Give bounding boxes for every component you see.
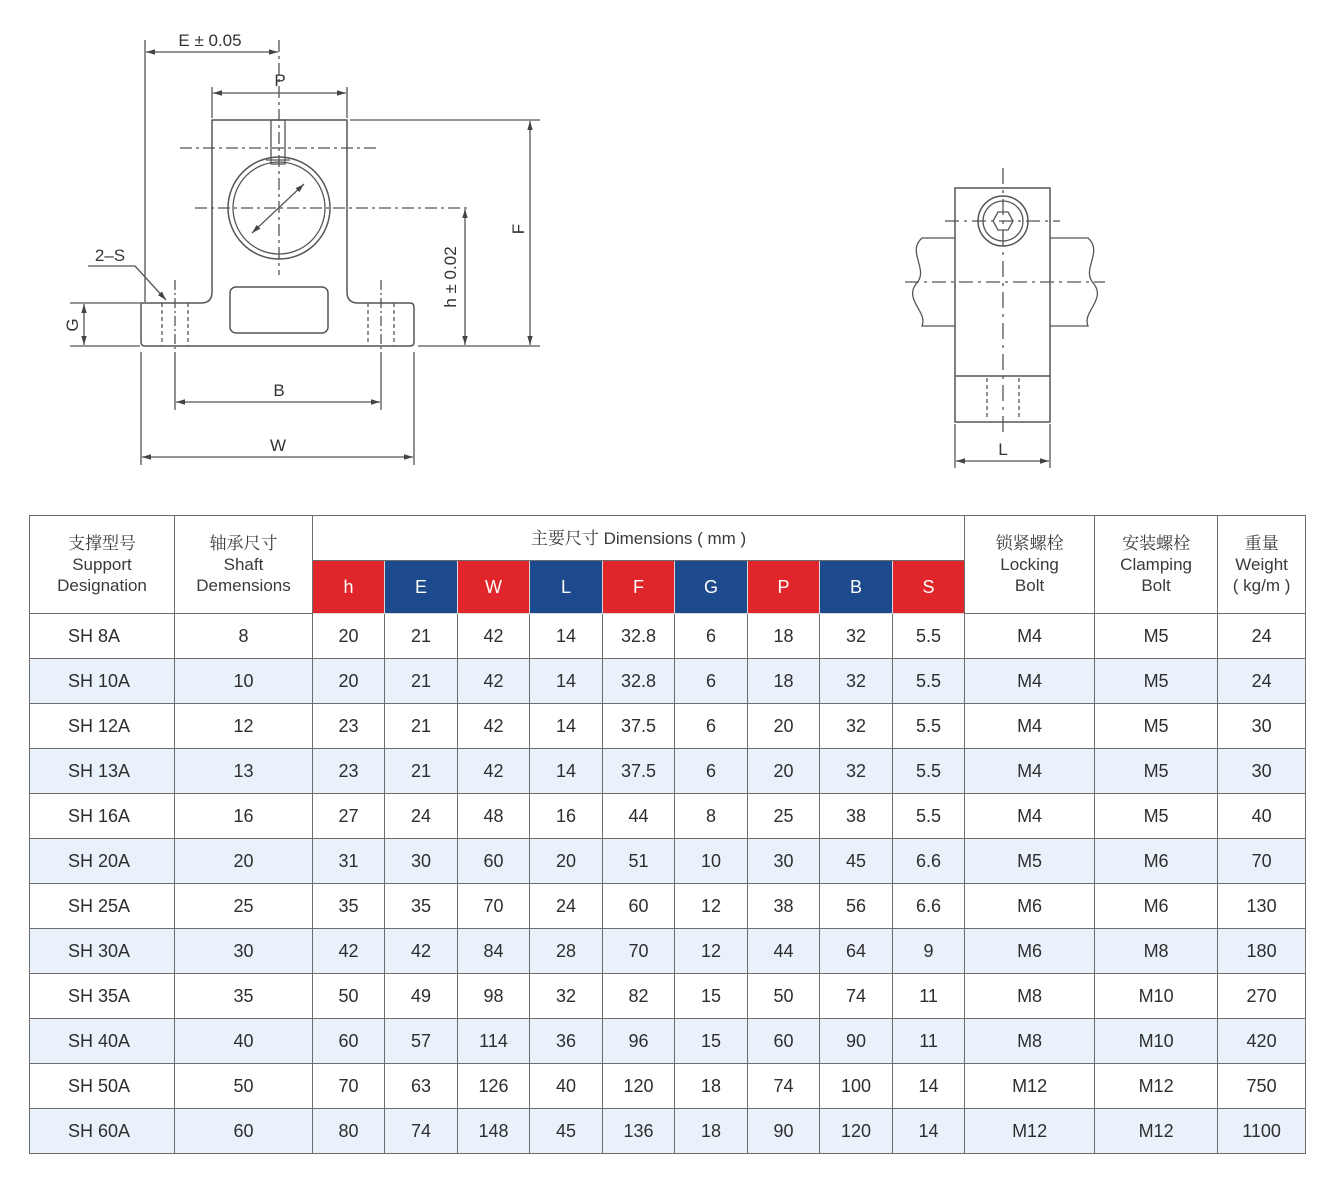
table-cell: 82 bbox=[603, 974, 675, 1019]
table-row bbox=[30, 884, 1306, 929]
table-cell: 12 bbox=[175, 704, 313, 749]
table-cell: 6 bbox=[675, 704, 748, 749]
table-cell: 50 bbox=[748, 974, 820, 1019]
table-cell: 38 bbox=[748, 884, 820, 929]
table-cell: 21 bbox=[385, 704, 458, 749]
table-cell: 12 bbox=[675, 884, 748, 929]
table-cell: 42 bbox=[458, 614, 530, 659]
label-p: P bbox=[274, 71, 286, 90]
header-dim-p: P bbox=[748, 561, 820, 614]
table-cell: 70 bbox=[458, 884, 530, 929]
table-cell: M12 bbox=[1095, 1109, 1218, 1154]
header-dim-l: L bbox=[530, 561, 603, 614]
label-g: G bbox=[63, 318, 82, 332]
table-cell: 74 bbox=[748, 1064, 820, 1109]
table-cell: 42 bbox=[458, 749, 530, 794]
side-view bbox=[905, 168, 1105, 468]
table-cell: 40 bbox=[1218, 794, 1306, 839]
table-cell: 35 bbox=[385, 884, 458, 929]
table-cell: 30 bbox=[175, 929, 313, 974]
table-cell: 70 bbox=[603, 929, 675, 974]
table-cell: 100 bbox=[820, 1064, 893, 1109]
table-cell: 90 bbox=[820, 1019, 893, 1064]
label-w: W bbox=[269, 436, 287, 455]
table-cell: 8 bbox=[175, 614, 313, 659]
table-cell: 114 bbox=[458, 1019, 530, 1064]
table-cell: M4 bbox=[965, 749, 1095, 794]
table-cell: 16 bbox=[530, 794, 603, 839]
table-cell: 136 bbox=[603, 1109, 675, 1154]
table-cell: 30 bbox=[1218, 704, 1306, 749]
table-cell: 32 bbox=[820, 659, 893, 704]
table-cell: 63 bbox=[385, 1064, 458, 1109]
table-cell: 13 bbox=[175, 749, 313, 794]
table-cell: 45 bbox=[530, 1109, 603, 1154]
table-cell: M12 bbox=[1095, 1064, 1218, 1109]
front-view-outline bbox=[141, 120, 414, 346]
specification-table bbox=[29, 515, 1306, 1154]
table-cell: 21 bbox=[385, 614, 458, 659]
table-cell: 50 bbox=[175, 1064, 313, 1109]
table-cell: 60 bbox=[313, 1019, 385, 1064]
table-cell: 40 bbox=[530, 1064, 603, 1109]
table-cell: 18 bbox=[748, 614, 820, 659]
table-cell: M5 bbox=[1095, 704, 1218, 749]
table-cell: 6.6 bbox=[893, 884, 965, 929]
header-dim-e: E bbox=[385, 561, 458, 614]
front-view-labels bbox=[63, 31, 528, 455]
table-row bbox=[30, 929, 1306, 974]
table-cell: M5 bbox=[1095, 794, 1218, 839]
table-cell: 28 bbox=[530, 929, 603, 974]
table-cell: 90 bbox=[748, 1109, 820, 1154]
table-cell: 10 bbox=[675, 839, 748, 884]
table-cell: 18 bbox=[675, 1064, 748, 1109]
table-cell: 30 bbox=[385, 839, 458, 884]
table-cell-designation: SH 25A bbox=[30, 884, 175, 929]
table-cell: 24 bbox=[530, 884, 603, 929]
table-cell: 30 bbox=[748, 839, 820, 884]
table-cell: 21 bbox=[385, 749, 458, 794]
table-row bbox=[30, 659, 1306, 704]
table-cell: 120 bbox=[603, 1064, 675, 1109]
table-cell: 50 bbox=[313, 974, 385, 1019]
table-cell: 32 bbox=[820, 749, 893, 794]
table-cell: 40 bbox=[175, 1019, 313, 1064]
table-cell: M10 bbox=[1095, 1019, 1218, 1064]
table-cell: 14 bbox=[893, 1109, 965, 1154]
table-row bbox=[30, 974, 1306, 1019]
table-cell: 14 bbox=[530, 659, 603, 704]
table-cell: 45 bbox=[820, 839, 893, 884]
table-cell: 15 bbox=[675, 1019, 748, 1064]
table-cell: 20 bbox=[748, 704, 820, 749]
table-cell: 25 bbox=[175, 884, 313, 929]
table-cell: M8 bbox=[1095, 929, 1218, 974]
table-cell: 23 bbox=[313, 749, 385, 794]
table-cell: 14 bbox=[530, 749, 603, 794]
table-cell: M8 bbox=[965, 974, 1095, 1019]
label-e: E ± 0.05 bbox=[178, 31, 242, 50]
table-cell-designation: SH 50A bbox=[30, 1064, 175, 1109]
table-cell: M5 bbox=[1095, 749, 1218, 794]
table-row bbox=[30, 1109, 1306, 1154]
table-cell: 12 bbox=[675, 929, 748, 974]
header-dim-h: h bbox=[313, 561, 385, 614]
table-cell: 32 bbox=[820, 704, 893, 749]
table-cell: M5 bbox=[965, 839, 1095, 884]
header-dim-s: S bbox=[893, 561, 965, 614]
table-cell: 18 bbox=[675, 1109, 748, 1154]
table-row bbox=[30, 749, 1306, 794]
table-cell: 120 bbox=[820, 1109, 893, 1154]
header-dim-f: F bbox=[603, 561, 675, 614]
table-cell: 32 bbox=[530, 974, 603, 1019]
table-cell: M10 bbox=[1095, 974, 1218, 1019]
table-cell: 32 bbox=[820, 614, 893, 659]
table-cell: 20 bbox=[175, 839, 313, 884]
table-cell: 74 bbox=[820, 974, 893, 1019]
table-cell: 126 bbox=[458, 1064, 530, 1109]
table-cell: M4 bbox=[965, 704, 1095, 749]
table-cell: 42 bbox=[458, 704, 530, 749]
table-cell: 5.5 bbox=[893, 794, 965, 839]
header-dim-g: G bbox=[675, 561, 748, 614]
specification-table-body bbox=[30, 614, 1306, 1154]
table-cell: 270 bbox=[1218, 974, 1306, 1019]
table-cell: 5.5 bbox=[893, 704, 965, 749]
table-cell: 36 bbox=[530, 1019, 603, 1064]
table-cell-designation: SH 20A bbox=[30, 839, 175, 884]
table-cell: 14 bbox=[530, 614, 603, 659]
table-cell: M12 bbox=[965, 1064, 1095, 1109]
table-cell: 6 bbox=[675, 614, 748, 659]
header-weight: 重量 Weight ( kg/m ) bbox=[1218, 516, 1306, 614]
table-cell: 32.8 bbox=[603, 659, 675, 704]
table-cell-designation: SH 35A bbox=[30, 974, 175, 1019]
table-cell: 44 bbox=[748, 929, 820, 974]
table-cell: 6 bbox=[675, 749, 748, 794]
table-cell: 14 bbox=[530, 704, 603, 749]
table-cell: 5.5 bbox=[893, 659, 965, 704]
table-cell: 148 bbox=[458, 1109, 530, 1154]
table-cell: 60 bbox=[175, 1109, 313, 1154]
table-cell: 56 bbox=[820, 884, 893, 929]
table-cell: M12 bbox=[965, 1109, 1095, 1154]
table-cell: 6 bbox=[675, 659, 748, 704]
mounting-window bbox=[230, 287, 328, 333]
table-cell: 37.5 bbox=[603, 704, 675, 749]
table-row bbox=[30, 839, 1306, 884]
table-cell: 70 bbox=[1218, 839, 1306, 884]
table-cell-designation: SH 13A bbox=[30, 749, 175, 794]
table-cell: 48 bbox=[458, 794, 530, 839]
table-cell: 24 bbox=[1218, 659, 1306, 704]
table-cell: M4 bbox=[965, 614, 1095, 659]
table-cell: 49 bbox=[385, 974, 458, 1019]
table-cell: 8 bbox=[675, 794, 748, 839]
header-dimensions: 主要尺寸 Dimensions ( mm ) bbox=[313, 516, 965, 561]
front-view bbox=[70, 40, 540, 465]
table-cell: 130 bbox=[1218, 884, 1306, 929]
table-cell: M4 bbox=[965, 659, 1095, 704]
table-cell: 5.5 bbox=[893, 614, 965, 659]
table-cell: 20 bbox=[313, 614, 385, 659]
table-cell: 21 bbox=[385, 659, 458, 704]
table-cell-designation: SH 8A bbox=[30, 614, 175, 659]
table-cell: 84 bbox=[458, 929, 530, 974]
table-cell: 24 bbox=[385, 794, 458, 839]
header-dim-b: B bbox=[820, 561, 893, 614]
header-shaft: 轴承尺寸 Shaft Demensions bbox=[175, 516, 313, 614]
table-cell: 98 bbox=[458, 974, 530, 1019]
table-cell: 27 bbox=[313, 794, 385, 839]
table-cell: 64 bbox=[820, 929, 893, 974]
table-cell: M6 bbox=[1095, 839, 1218, 884]
table-cell-designation: SH 30A bbox=[30, 929, 175, 974]
table-cell: 37.5 bbox=[603, 749, 675, 794]
table-cell-designation: SH 10A bbox=[30, 659, 175, 704]
table-cell: 9 bbox=[893, 929, 965, 974]
table-cell: 35 bbox=[313, 884, 385, 929]
table-cell: M5 bbox=[1095, 659, 1218, 704]
header-dim-w: W bbox=[458, 561, 530, 614]
table-cell: 42 bbox=[385, 929, 458, 974]
label-l: L bbox=[998, 440, 1008, 459]
table-row bbox=[30, 1064, 1306, 1109]
table-cell: M8 bbox=[965, 1019, 1095, 1064]
table-cell-designation: SH 16A bbox=[30, 794, 175, 839]
table-cell: 20 bbox=[313, 659, 385, 704]
table-cell: 16 bbox=[175, 794, 313, 839]
header-clamping-bolt: 安装螺栓 Clamping Bolt bbox=[1095, 516, 1218, 614]
table-cell: 96 bbox=[603, 1019, 675, 1064]
table-row bbox=[30, 614, 1306, 659]
table-cell: 74 bbox=[385, 1109, 458, 1154]
table-cell: M4 bbox=[965, 794, 1095, 839]
table-row bbox=[30, 1019, 1306, 1064]
table-cell: 6.6 bbox=[893, 839, 965, 884]
table-cell: 30 bbox=[1218, 749, 1306, 794]
table-cell: 18 bbox=[748, 659, 820, 704]
table-cell: 57 bbox=[385, 1019, 458, 1064]
table-cell: 15 bbox=[675, 974, 748, 1019]
table-row bbox=[30, 704, 1306, 749]
label-f: F bbox=[509, 223, 528, 235]
table-cell: 60 bbox=[458, 839, 530, 884]
table-cell: 25 bbox=[748, 794, 820, 839]
table-cell-designation: SH 60A bbox=[30, 1109, 175, 1154]
table-cell: 420 bbox=[1218, 1019, 1306, 1064]
table-cell: 180 bbox=[1218, 929, 1306, 974]
table-cell: 80 bbox=[313, 1109, 385, 1154]
table-cell: 51 bbox=[603, 839, 675, 884]
table-cell: 20 bbox=[530, 839, 603, 884]
label-h: h ± 0.02 bbox=[441, 246, 460, 308]
table-cell: 60 bbox=[748, 1019, 820, 1064]
table-cell: 5.5 bbox=[893, 749, 965, 794]
table-cell: 750 bbox=[1218, 1064, 1306, 1109]
table-cell: 1100 bbox=[1218, 1109, 1306, 1154]
label-s: 2–S bbox=[94, 246, 126, 265]
table-cell: 24 bbox=[1218, 614, 1306, 659]
technical-drawing bbox=[0, 0, 1335, 505]
table-cell: 11 bbox=[893, 974, 965, 1019]
table-cell: M5 bbox=[1095, 614, 1218, 659]
table-cell-designation: SH 40A bbox=[30, 1019, 175, 1064]
table-row bbox=[30, 794, 1306, 839]
table-cell: 20 bbox=[748, 749, 820, 794]
table-cell: 42 bbox=[458, 659, 530, 704]
table-cell: 38 bbox=[820, 794, 893, 839]
table-cell: M6 bbox=[965, 929, 1095, 974]
table-cell: 32.8 bbox=[603, 614, 675, 659]
table-cell: 44 bbox=[603, 794, 675, 839]
header-designation: 支撑型号 Support Designation bbox=[30, 516, 175, 614]
table-cell: 10 bbox=[175, 659, 313, 704]
table-cell: 35 bbox=[175, 974, 313, 1019]
table-cell: 31 bbox=[313, 839, 385, 884]
table-cell: 11 bbox=[893, 1019, 965, 1064]
table-cell-designation: SH 12A bbox=[30, 704, 175, 749]
table-cell: 23 bbox=[313, 704, 385, 749]
table-cell: 42 bbox=[313, 929, 385, 974]
table-cell: M6 bbox=[965, 884, 1095, 929]
table-cell: M6 bbox=[1095, 884, 1218, 929]
table-cell: 70 bbox=[313, 1064, 385, 1109]
label-b: B bbox=[273, 381, 285, 400]
header-locking-bolt: 锁紧螺栓 Locking Bolt bbox=[965, 516, 1095, 614]
table-cell: 60 bbox=[603, 884, 675, 929]
table-cell: 14 bbox=[893, 1064, 965, 1109]
